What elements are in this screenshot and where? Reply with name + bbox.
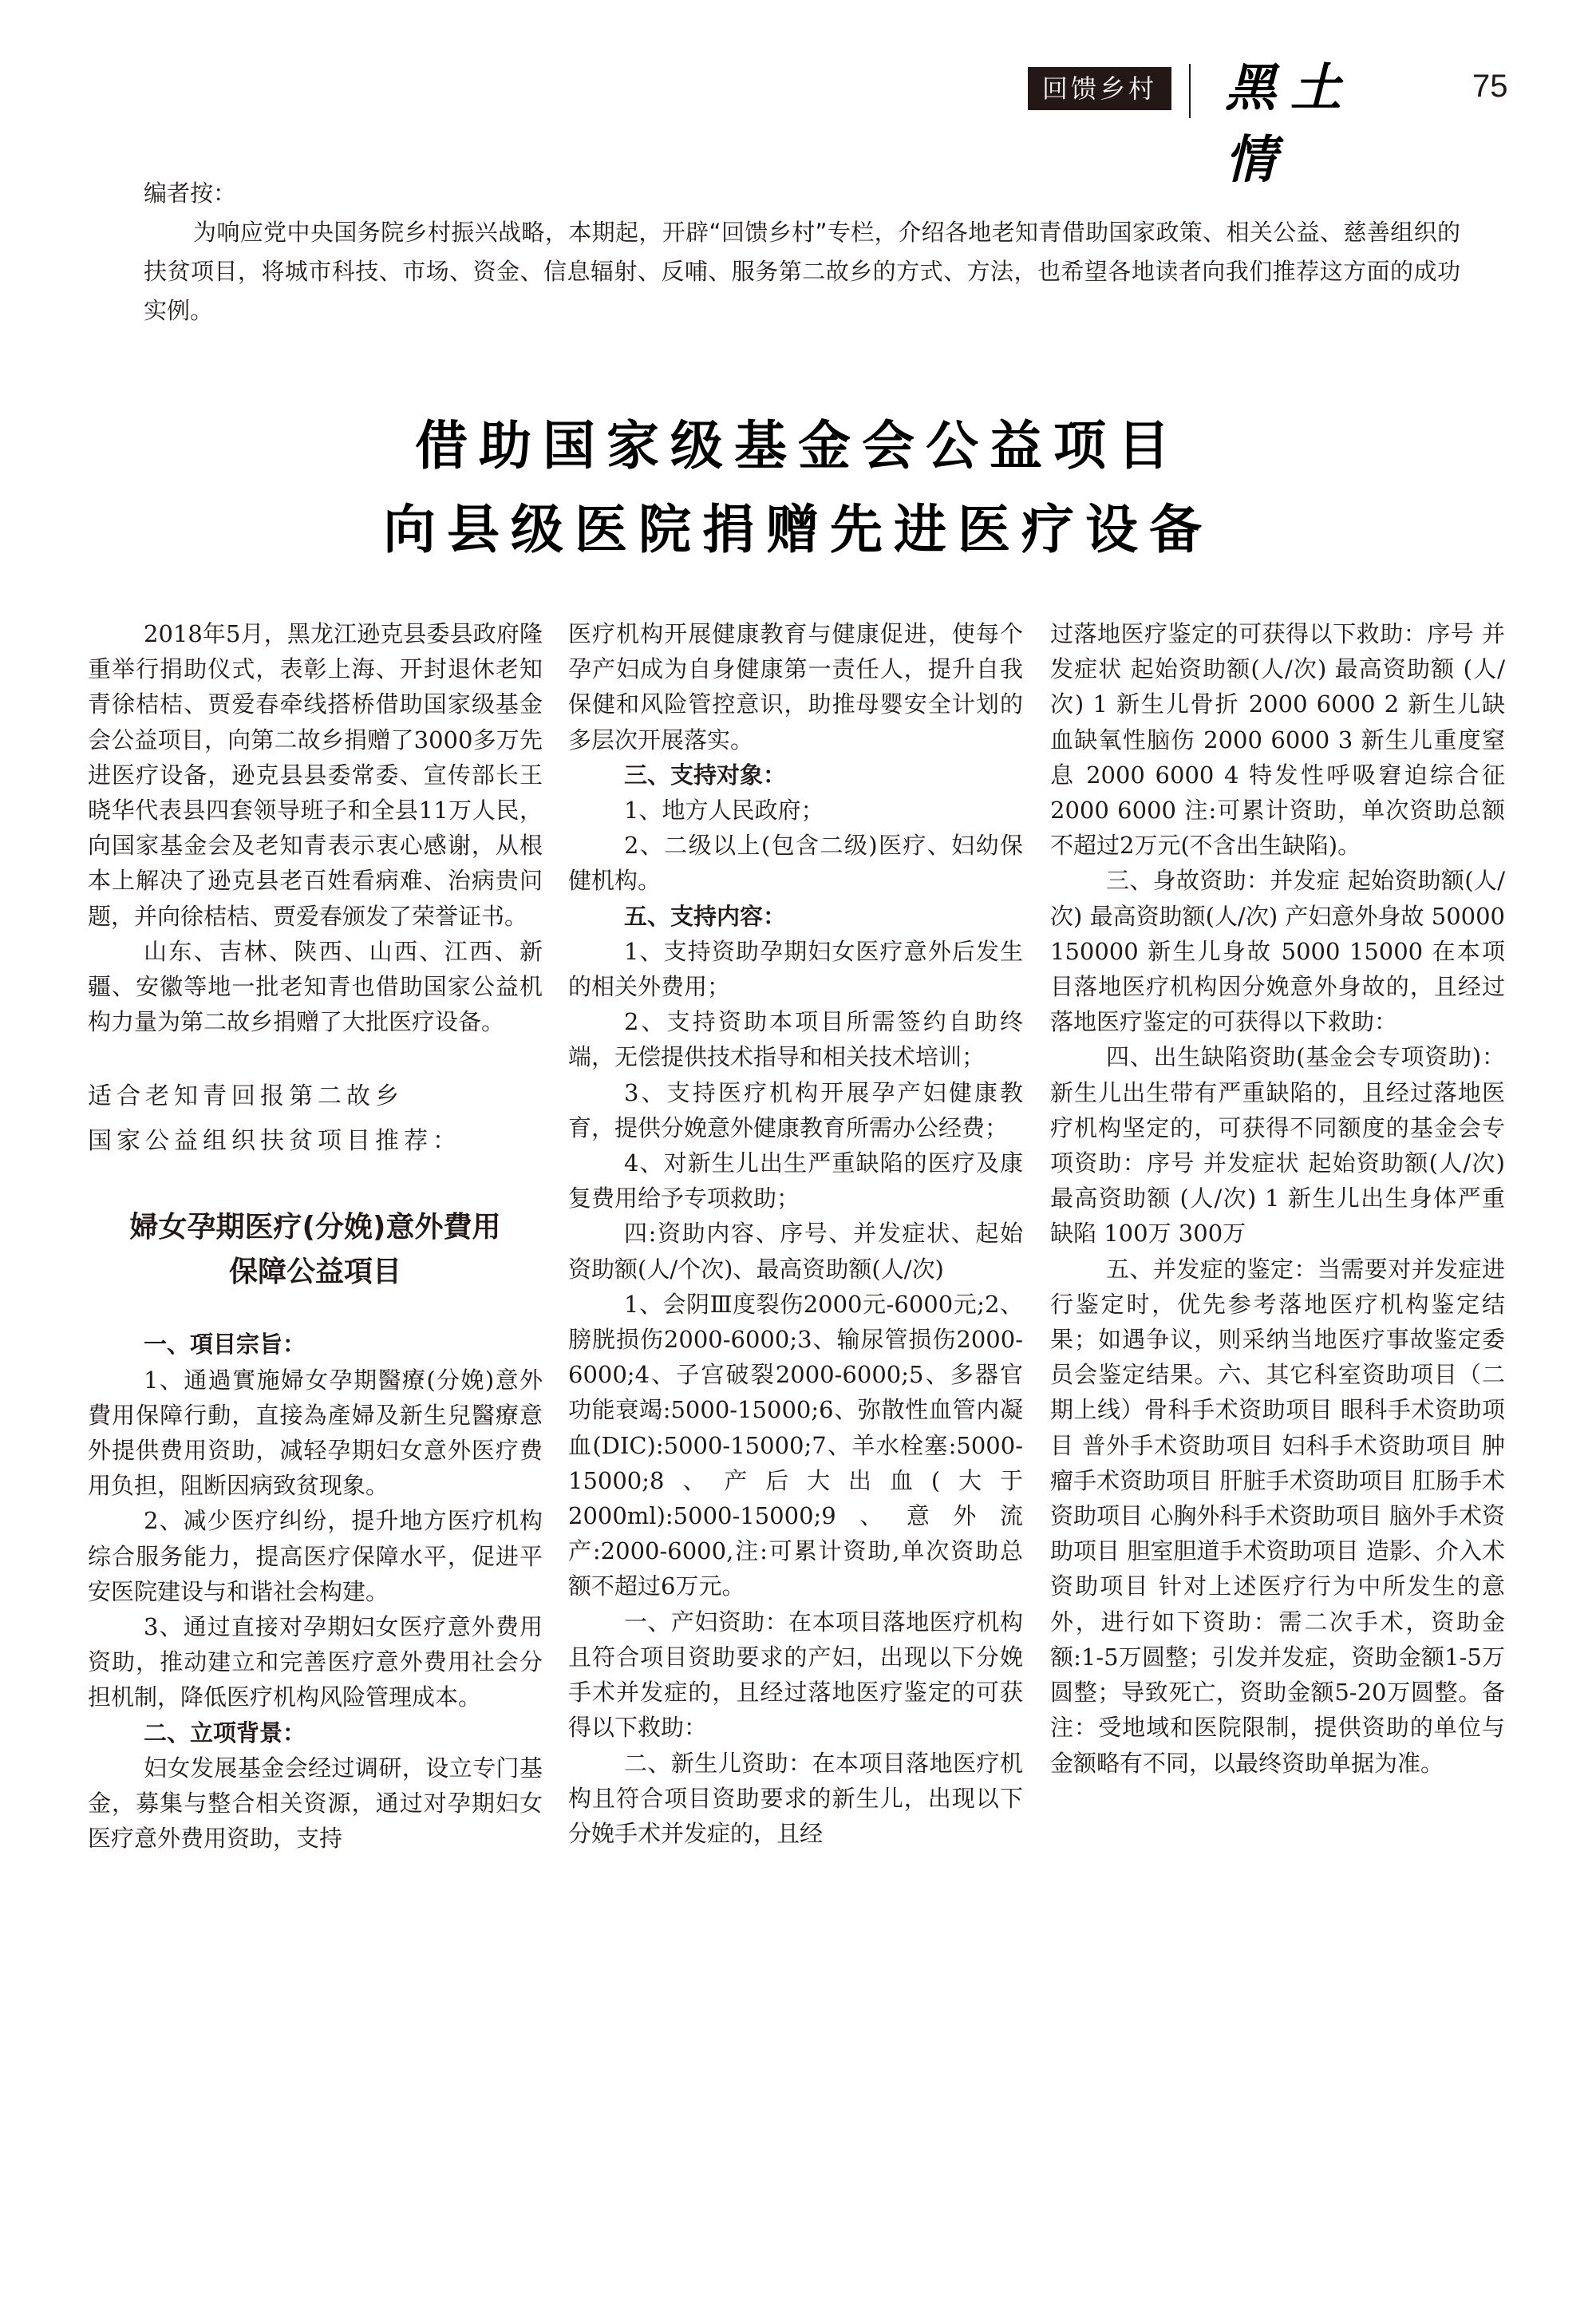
editor-note-label: 编者按：: [144, 180, 237, 207]
paragraph: 五、并发症的鉴定：当需要对并发症进行鉴定时，优先参考落地医疗机构鉴定结果；如遇争议，则采纳当地医疗事故鉴定委员会鉴定结果。六、其它科室资助项目（二期上线）骨科手术资助项目 眼科手术资助项目 普外手术资助项目 妇科手术资助项目 肿瘤手术资助项目 肝脏手术资助项目 肛肠手术资助项目 心胸外科手术资助项目 脑外手术资助项目 胆室胆道手术资助项目 造影、介入术资助项目 针对上述医疗行为中所发生的意外，进行如下资助：需二次手术，资助金额:1-5万圆整；引发并发症，资助金额1-5万圆整；导致死亡，资助金额5-20万圆整。备注：受地域和医院限制，提供资助的单位与金额略有不同，以最终资助单据为准。: [1050, 1255, 1505, 1777]
editor-note-text: 为响应党中央国务院乡村振兴战略，本期起，开辟“回馈乡村”专栏，介绍各地老知青借助国家政策、相关公益、慈善组织的扶贫项目，将城市科技、市场、资金、信息辐射、反哺、服务第二故乡的方式、方法，也希望各地读者向我们推荐这方面的成功实例。: [144, 219, 1460, 324]
paragraph: 2、支持资助本项目所需签约自助终端，无偿提供技术指导和相关技术培训；: [568, 1008, 1023, 1071]
paragraph: 2、减少医疗纠纷，提升地方医疗机构综合服务能力，提高医疗保障水平，促进平安医院建设与和谐社会构建。: [88, 1507, 543, 1605]
project-title: [88, 1205, 543, 1295]
paragraph: 1、支持资助孕期妇女医疗意外后发生的相关外费用；: [568, 937, 1023, 1001]
paragraph: 二、新生儿资助：在本项目落地医疗机构且符合项目资助要求的新生儿，出现以下分娩手术并发症的，且经: [568, 1749, 1023, 1847]
column-right: [1050, 616, 1505, 1781]
paragraph: 2018年5月，黑龙江逊克县委县政府隆重举行捐助仪式，表彰上海、开封退休老知青徐桔桔、贾爱春牵线搭桥借助国家级基金会公益项目，向第二故乡捐赠了3000多万先进医疗设备，逊克县县委常委、宣传部长王晓华代表县四套领导班子和全县11万人民，向国家基金会及老知青表示衷心感谢，从根本上解决了逊克县老百姓看病难、治病贵问题，并向徐桔桔、贾爱春颁发了荣誉证书。: [88, 620, 543, 930]
header-divider: [1189, 64, 1191, 118]
column-middle: [568, 616, 1023, 1851]
paragraph: 四:资助内容、序号、并发症状、起始资助额(人/个次)、最高资助额(人/次): [568, 1220, 1023, 1283]
paragraph: 1、地方人民政府；: [624, 797, 824, 825]
section-heading: 三、支持对象：: [624, 761, 787, 789]
paragraph: 3、支持医疗机构开展孕产妇健康教育，提供分娩意外健康教育所需办公经费；: [568, 1078, 1023, 1141]
paragraph: 山东、吉林、陕西、山西、江西、新疆、安徽等地一批老知青也借助国家公益机构力量为第二故乡捐赠了大批医疗设备。: [88, 937, 543, 1036]
section-heading: 一、項目宗旨：: [144, 1331, 306, 1359]
section-badge: 回馈乡村: [1028, 67, 1171, 110]
recommendation-line-2: 国家公益组织扶贫项目推荐：: [88, 1127, 461, 1156]
section-heading: 二、立项背景：: [144, 1719, 306, 1746]
paragraph: 4、对新生儿出生严重缺陷的医疗及康复费用给予专项救助；: [568, 1149, 1023, 1212]
paragraph: 医疗机构开展健康教育与健康促进，使每个孕产妇成为自身健康第一责任人，提升自我保健和风险管控意识，助推母婴安全计划的多层次开展落实。: [568, 620, 1023, 754]
paragraph: 2、二级以上(包含二级)医疗、妇幼保健机构。: [568, 832, 1023, 895]
article-title-line-1: 借助国家级基金会公益项目: [415, 414, 1181, 477]
paragraph: 1、会阴Ⅲ度裂伤2000元-6000元;2、膀胱损伤2000-6000;3、输尿管损伤2000-6000;4、子宫破裂2000-6000;5、多器官功能衰竭:5000-15000;6、弥散性血管内凝血(DIC):5000-15000;7、羊水栓塞:5000-15000;8、产后大出血(大于2000ml):5000-15000;9、意外流产:2000-6000,注:可累计资助,单次资助总额不超过6万元。: [568, 1290, 1023, 1600]
paragraph: 1、通過實施婦女孕期醫療(分娩)意外費用保障行動，直接為產婦及新生兒醫療意外提供费用资助，减轻孕期妇女意外医疗费用负担，阻断因病致贫现象。: [88, 1366, 543, 1500]
project-title-line-1: 婦女孕期医疗(分娩)意外費用: [129, 1211, 501, 1244]
section-heading: 五、支持内容：: [624, 902, 787, 930]
recommendation-heading: [88, 1074, 543, 1164]
editor-note: [144, 174, 1460, 330]
paragraph: 妇女发展基金会经过调研，设立专门基金，募集与整合相关资源，通过对孕期妇女医疗意外费用资助，支持: [88, 1754, 543, 1853]
paragraph: 3、通过直接对孕期妇女医疗意外费用资助，推动建立和完善医疗意外费用社会分担机制，降低医疗机构风险管理成本。: [88, 1613, 543, 1711]
paragraph: 三、身故资助：并发症 起始资助额(人/次) 最高资助额(人/次) 产妇意外身故 50000 150000 新生儿身故 5000 15000 在本项目落地医疗机构因分娩意外身故的，且经过落地医疗鉴定的可获得以下救助：: [1050, 867, 1505, 1036]
recommendation-line-1: 适合老知青回报第二故乡: [88, 1082, 404, 1111]
article-title-line-2: 向县级医院捐赠先进医疗设备: [383, 498, 1213, 560]
paragraph: 四、出生缺陷资助(基金会专项资助)：新生儿出生带有严重缺陷的，且经过落地医疗机构坚定的，可获得不同额度的基金会专项资助：序号 并发症状 起始资助额(人/次) 最高资助额 (人/次) 1 新生儿出生身体严重缺陷 100万 300万: [1050, 1043, 1505, 1248]
project-title-line-2: 保障公益項目: [228, 1256, 401, 1289]
column-left: [88, 616, 543, 1856]
paragraph: 过落地医疗鉴定的可获得以下救助：序号 并发症状 起始资助额(人/次) 最高资助额 (人/次) 1 新生儿骨折 2000 6000 2 新生儿缺血缺氧性脑伤 2000 6000 3 新生儿重度窒息 2000 6000 4 特发性呼吸窘迫综合征 2000 6000 注:可累计资助，单次资助总额不超过2万元(不含出生缺陷)。: [1050, 620, 1505, 860]
magazine-logo: 黑土情: [1225, 58, 1356, 190]
paragraph: 一、产妇资助：在本项目落地医疗机构且符合项目资助要求的产妇，出现以下分娩手术并发症的，且经过落地医疗鉴定的可获得以下救助：: [568, 1608, 1023, 1742]
page-number: 75: [1472, 69, 1508, 104]
